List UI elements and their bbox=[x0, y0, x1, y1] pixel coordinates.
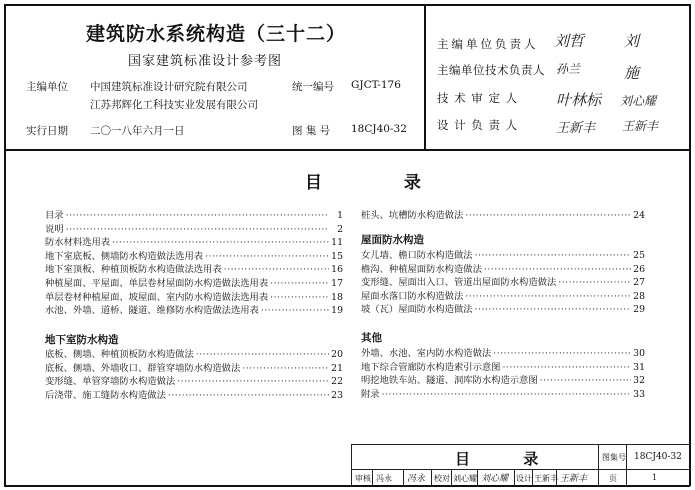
code-label: 统一编号 bbox=[292, 81, 334, 93]
toc-item[interactable]: 地下综合管廊防水构造索引示意图 ····· 31 bbox=[361, 361, 645, 375]
toc-item[interactable]: 明挖地铁车站、隧道、洞库防水构造示意图 ····· 32 bbox=[361, 374, 645, 388]
editor-unit-1: 中国建筑标准设计研究院有限公司 bbox=[90, 81, 248, 93]
code-value: GJCT-176 bbox=[351, 79, 401, 91]
signature-3: 孙兰 bbox=[556, 62, 581, 76]
toc-item[interactable]: 底板、侧墙、种植顶板防水构造做法 ····· 20 bbox=[45, 348, 343, 362]
toc-item[interactable]: 说明 ····· 2 bbox=[45, 223, 343, 237]
tb-page-value: 1 bbox=[652, 473, 658, 482]
toc-right-column-1 bbox=[361, 249, 645, 317]
toc-item[interactable]: 桩头、坑槽防水构造做法 ····· 24 bbox=[361, 209, 645, 223]
tb-cell-divider bbox=[403, 469, 404, 485]
toc-left-column-2 bbox=[45, 348, 343, 402]
toc-item[interactable]: 防水材料选用表 ····· 11 bbox=[45, 236, 343, 250]
tb-review-label: 审核 bbox=[355, 474, 371, 483]
tb-page-label: 页 bbox=[609, 474, 617, 483]
signature-2: 刘 bbox=[624, 32, 640, 50]
toc-right-column-2 bbox=[361, 347, 645, 401]
tb-cell-divider bbox=[477, 469, 478, 485]
tb-cell-divider bbox=[532, 469, 533, 485]
toc-item[interactable]: 外墙、水池、室内防水构造做法 ····· 30 bbox=[361, 347, 645, 361]
toc-item[interactable]: 坡（瓦）屋面防水构造做法 ····· 29 bbox=[361, 303, 645, 317]
atlas-value: 18CJ40-32 bbox=[351, 123, 407, 135]
toc-item[interactable]: 后浇带、施工缝防水构造做法 ····· 23 bbox=[45, 389, 343, 403]
toc-title: 目 录 bbox=[305, 173, 459, 193]
tb-design-signature: 王新丰 bbox=[560, 474, 588, 484]
toc-section-roof: 屋面防水构造 bbox=[361, 234, 424, 246]
toc-item[interactable]: 檐沟、种植屋面防水构造做法 ····· 26 bbox=[361, 263, 645, 277]
toc-item[interactable]: 种植屋面、平屋面、单层卷材屋面防水构造做法选用表 ····· 17 bbox=[45, 277, 343, 291]
signature-1: 刘哲 bbox=[554, 32, 585, 50]
titleblock-col-divider bbox=[598, 444, 599, 485]
frame-top bbox=[4, 4, 690, 6]
toc-left-column bbox=[45, 209, 343, 318]
tb-cell-divider bbox=[431, 469, 432, 485]
role-reviewer: 技 术 审 定 人 bbox=[437, 91, 519, 105]
toc-item[interactable]: 水池、外墙、道桥、隧道、维修防水构造做法选用表 ····· 19 bbox=[45, 304, 343, 318]
tb-check-label: 校对 bbox=[434, 474, 450, 483]
toc-item[interactable]: 变形缝、单管穿墙防水构造做法 ····· 22 bbox=[45, 375, 343, 389]
toc-item[interactable]: 目录 ····· 1 bbox=[45, 209, 343, 223]
toc-right-top bbox=[361, 209, 645, 223]
role-design-lead: 设 计 负 责 人 bbox=[437, 118, 519, 132]
date-value: 二〇一八年六月一日 bbox=[90, 125, 185, 137]
toc-item[interactable]: 单层卷材种植屋面、坡屋面、室内防水构造做法选用表 ····· 18 bbox=[45, 291, 343, 305]
tb-check-name: 刘心耀 bbox=[453, 474, 477, 483]
titleblock-mid bbox=[351, 469, 689, 470]
frame-right bbox=[689, 4, 691, 486]
titleblock-top bbox=[351, 444, 689, 445]
date-label: 实行日期 bbox=[26, 125, 68, 137]
toc-item[interactable]: 附录 ····· 33 bbox=[361, 388, 645, 402]
toc-item[interactable]: 地下室底板、侧墙防水构造做法选用表 ····· 15 bbox=[45, 250, 343, 264]
titleblock-left bbox=[351, 444, 352, 485]
role-chief-editor: 主编单位负责人 bbox=[437, 37, 539, 51]
page-title: 建筑防水系统构造（三十二） bbox=[86, 23, 347, 45]
tb-cell-divider bbox=[451, 469, 452, 485]
frame-bottom bbox=[4, 485, 690, 487]
role-tech-lead: 主编单位技术负责人 bbox=[437, 63, 545, 77]
toc-section-other: 其他 bbox=[361, 332, 382, 344]
tb-review-name: 冯永 bbox=[376, 474, 392, 483]
tb-design-name: 王新丰 bbox=[534, 474, 558, 483]
signature-6: 刘心耀 bbox=[620, 94, 657, 108]
toc-item[interactable]: 地下室顶板、种植顶板防水构造做法选用表 ····· 16 bbox=[45, 263, 343, 277]
toc-item[interactable]: 女儿墙、檐口防水构造做法 ····· 25 bbox=[361, 249, 645, 263]
signature-7: 王新丰 bbox=[556, 121, 596, 136]
header-vertical-divider bbox=[424, 4, 426, 150]
toc-item[interactable]: 变形缝、屋面出入口、管道出屋面防水构造做法 ····· 27 bbox=[361, 276, 645, 290]
page-subtitle: 国家建筑标准设计参考图 bbox=[128, 54, 283, 69]
signature-8: 王新丰 bbox=[622, 119, 659, 133]
toc-section-basement: 地下室防水构造 bbox=[45, 334, 119, 346]
toc-item[interactable]: 屋面水落口防水构造做法 ····· 28 bbox=[361, 290, 645, 304]
titleblock-col-divider-2 bbox=[626, 444, 627, 485]
tb-review-signature: 冯永 bbox=[407, 474, 426, 484]
editor-unit-2: 江苏邦辉化工科技实业发展有限公司 bbox=[90, 99, 258, 111]
tb-design-label: 设计 bbox=[516, 474, 532, 483]
signature-5: 叶林标 bbox=[556, 91, 602, 109]
signature-4: 施 bbox=[624, 64, 640, 82]
atlas-label: 图 集 号 bbox=[292, 125, 331, 137]
toc-item[interactable]: 底板、侧墙、外墙收口、群管穿墙防水构造做法 ····· 21 bbox=[45, 362, 343, 376]
tb-cell-divider bbox=[372, 469, 373, 485]
frame-left bbox=[4, 4, 6, 486]
titleblock-atlas-value: 18CJ40-32 bbox=[634, 452, 682, 462]
titleblock-title: 目 录 bbox=[455, 450, 563, 468]
header-divider bbox=[4, 149, 690, 151]
tb-cell-divider bbox=[514, 469, 515, 485]
editor-unit-label: 主编单位 bbox=[26, 81, 68, 93]
titleblock-atlas-label: 图集号 bbox=[602, 453, 626, 462]
tb-check-signature: 刘心耀 bbox=[481, 474, 509, 484]
